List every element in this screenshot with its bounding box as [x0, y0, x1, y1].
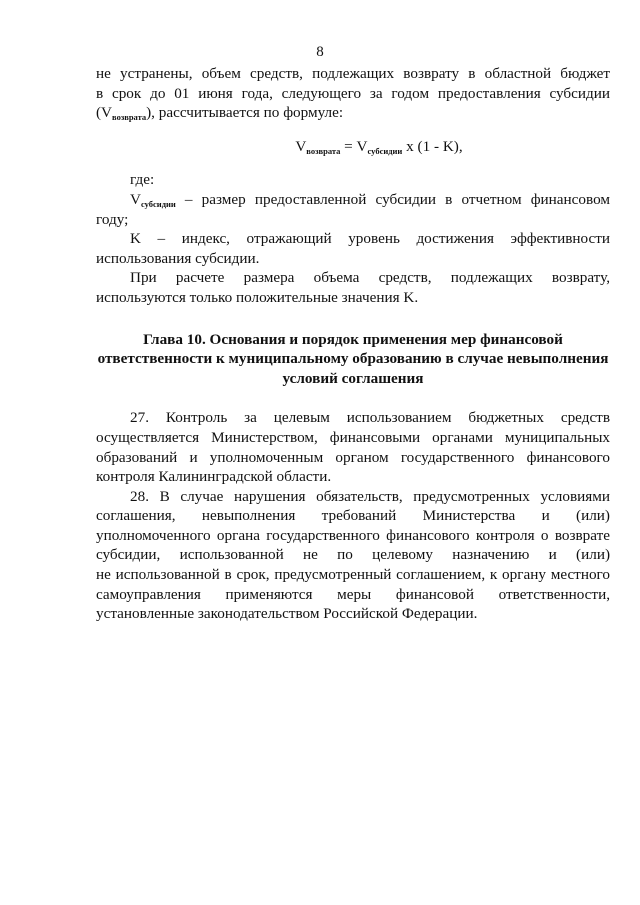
- text-line: K – индекс, отражающий уровень достижения эффективности: [130, 230, 610, 248]
- text-line: осуществляется Министерством, финансовыми органами муниципальных: [96, 428, 610, 446]
- text-line: в срок до 01 июня года, следующего за годом предоставления субсидии: [96, 84, 610, 102]
- subscript: возврата: [112, 112, 147, 123]
- where-label: где:: [130, 171, 155, 189]
- note-paragraph: [96, 268, 610, 307]
- paragraph-27: [96, 408, 610, 486]
- text-line: не использованной в срок, предусмотренный соглашением, к органу местного: [96, 566, 610, 584]
- chapter-heading: [96, 330, 610, 389]
- document-body: [96, 64, 610, 624]
- text-line: 28. В случае нарушения обязательств, предусмотренных условиями: [130, 487, 610, 505]
- heading-line: Глава 10. Основания и порядок применения мер финансовой: [143, 330, 563, 348]
- text-line: не устранены, объем средств, подлежащих возврату в областной бюджет: [96, 65, 610, 82]
- intro-paragraph: [96, 64, 610, 123]
- text-line: 27. Контроль за целевым использованием бюджетных средств: [130, 409, 610, 427]
- page-number: 8: [316, 44, 324, 60]
- text-line: году;: [96, 210, 129, 228]
- definition-v: [96, 190, 610, 229]
- text-line: субсидии, использованной не по целевому назначению и (или): [96, 546, 610, 564]
- text-line: используются только положительные значения K.: [96, 288, 419, 306]
- formula: $V_{возврата} = V_{субсидии}$ x (1 - K),: [295, 137, 463, 156]
- text-line: образований и уполномоченным органом государственного финансового: [96, 448, 610, 466]
- text-line: $(V_{возврата})$, рассчитывается по формуле:: [96, 104, 344, 123]
- heading-line: условий соглашения: [282, 369, 424, 387]
- text-line: установленные законодательством Российской Федерации.: [96, 605, 478, 623]
- text-line: контроля Калининградской области.: [96, 468, 332, 486]
- paragraph-28: [96, 487, 610, 624]
- text-line: При расчете размера объема средств, подлежащих возврату,: [130, 269, 610, 287]
- definition-k: [96, 229, 610, 268]
- text-line: $V_{субсидии}$ – размер предоставленной субсидии в отчетном финансовом: [130, 190, 610, 209]
- text-line: соглашения, невыполнения требований Министерства и (или): [96, 507, 610, 525]
- text-line: использования субсидии.: [96, 249, 260, 267]
- heading-line: ответственности к муниципальному образованию в случае невыполнения: [97, 350, 609, 368]
- text-line: самоуправления применяются меры финансовой ответственности,: [96, 585, 610, 603]
- text-line: уполномоченного органа государственного финансового контроля о возврате: [96, 526, 610, 544]
